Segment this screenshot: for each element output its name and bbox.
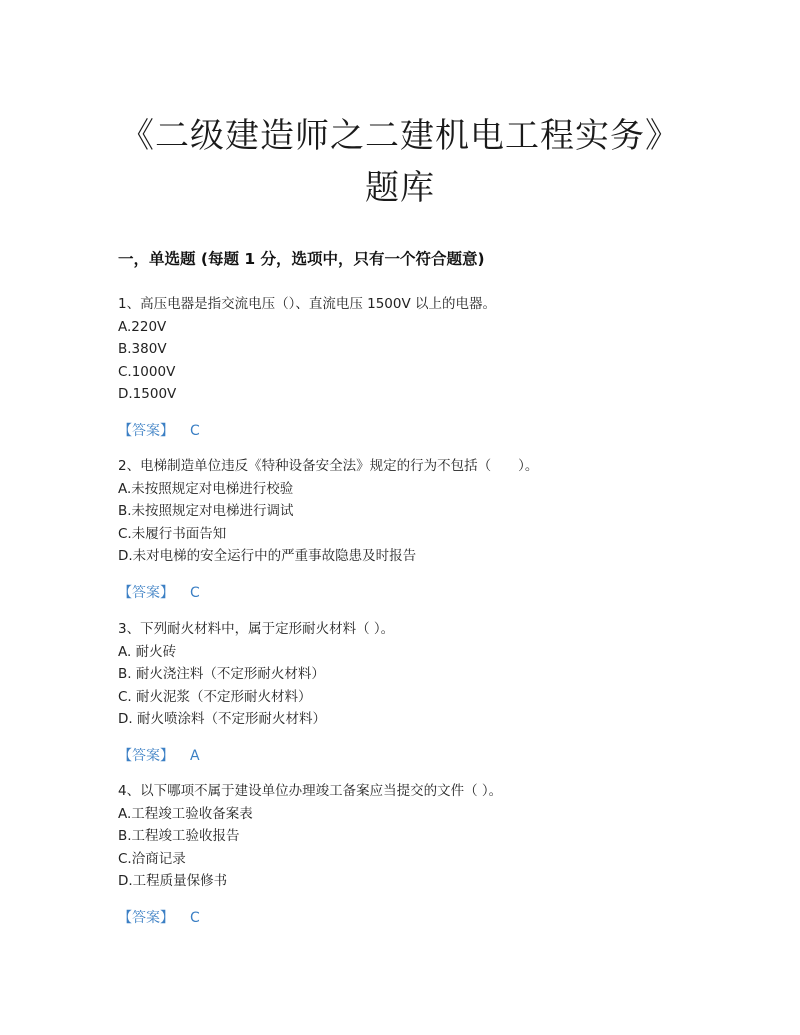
option-c: C.1000V xyxy=(118,363,176,380)
option-a: A. 耐火砖 xyxy=(118,643,177,660)
option-c: C.未履行书面告知 xyxy=(118,525,227,542)
answer-label: 【答案】 xyxy=(118,747,174,764)
option-a: A.未按照规定对电梯进行校验 xyxy=(118,480,294,497)
option-b: B.工程竣工验收报告 xyxy=(118,828,240,844)
answer-value: C xyxy=(190,909,200,926)
option-d: D.未对电梯的安全运行中的严重事故隐患及时报告 xyxy=(118,548,417,564)
document-title-line1: 《二级建造师之二建机电工程实务》 xyxy=(120,116,680,156)
option-a: A.220V xyxy=(118,318,167,335)
question-stem: 1、高压电器是指交流电压（）、直流电压 1500V 以上的电器。 xyxy=(118,296,497,312)
question-stem: 3、下列耐火材料中，属于定形耐火材料（ ）。 xyxy=(118,621,395,637)
option-d: D.工程质量保修书 xyxy=(118,873,228,889)
option-c: C.洽商记录 xyxy=(118,850,186,867)
question-stem: 4、以下哪项不属于建设单位办理竣工备案应当提交的文件（ ）。 xyxy=(118,783,503,799)
answer-line xyxy=(118,582,718,602)
answer-line xyxy=(118,420,718,440)
answer-label: 【答案】 xyxy=(118,584,174,601)
option-b: B.未按照规定对电梯进行调试 xyxy=(118,503,294,519)
answer-line xyxy=(118,745,718,765)
option-b: B. 耐火浇注料（不定形耐火材料） xyxy=(118,666,325,682)
option-c: C. 耐火泥浆（不定形耐火材料） xyxy=(118,688,312,705)
answer-value: C xyxy=(190,422,200,439)
answer-line xyxy=(118,907,718,927)
option-a: A.工程竣工验收备案表 xyxy=(118,805,253,822)
option-b: B.380V xyxy=(118,341,167,357)
question-2 xyxy=(118,455,718,602)
answer-label: 【答案】 xyxy=(118,422,174,439)
answer-label: 【答案】 xyxy=(118,909,174,926)
answer-value: C xyxy=(190,584,200,601)
answer-value: A xyxy=(190,747,200,764)
option-d: D. 耐火喷涂料（不定形耐火材料） xyxy=(118,711,326,727)
section-heading: 一，单选题 (每题 1 分，选项中，只有一个符合题意) xyxy=(118,250,485,268)
question-1 xyxy=(118,293,718,440)
question-3 xyxy=(118,618,718,765)
document-title-line2: 题库 xyxy=(365,168,435,208)
option-d: D.1500V xyxy=(118,386,177,402)
question-stem: 2、电梯制造单位违反《特种设备安全法》规定的行为不包括（ ）。 xyxy=(118,458,539,474)
question-4 xyxy=(118,780,718,927)
